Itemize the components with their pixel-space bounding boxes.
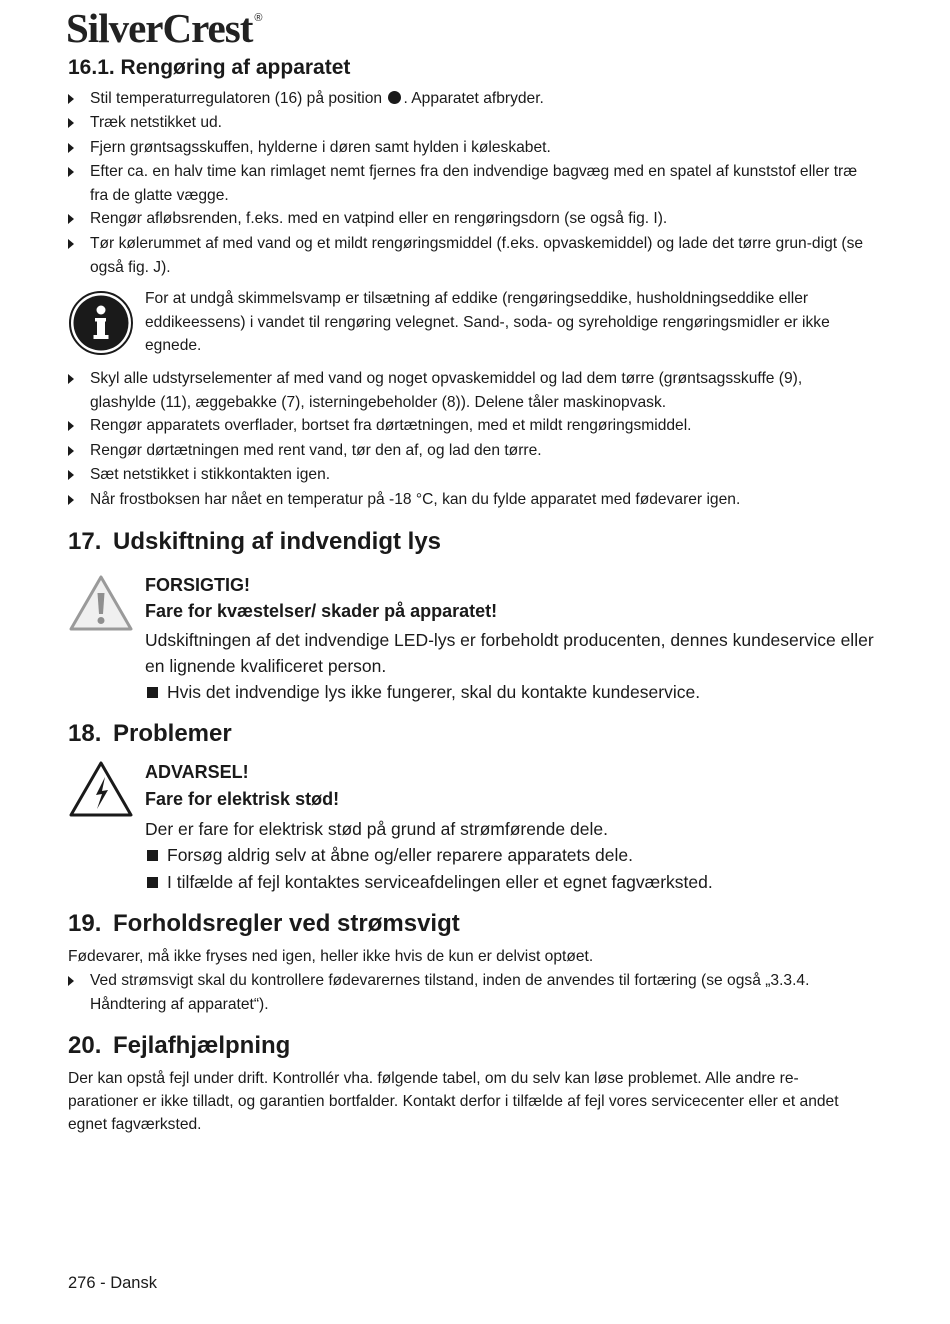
bullet-arrow-icon [68,976,74,986]
section-17-heading [68,528,441,556]
brand-logo [66,4,261,52]
section-20-heading [68,1032,290,1060]
list-item [145,679,885,705]
section-number: 20. [68,1032,102,1059]
warning-text: Udskiftningen af det indvendige LED-lys er forbeholdt producenten, dennes kundeservice eller en lignende kvalificeret person. [145,630,874,676]
registered-mark: ® [254,12,262,24]
list-item [68,136,868,160]
bullet-text: Sæt netstikket i stikkontakten igen. [90,466,331,483]
bullet-text: Rengør apparatets overflader, bortset fra dørtætningen, med et mildt rengøringsmiddel. [90,417,692,434]
section-number: 17. [68,528,102,555]
section-title: Fejlafhjælpning [113,1032,291,1059]
bullet-text: Tør kølerummet af med vand og et mildt rengøringsmiddel (f.eks. opvaskemiddel) og lade det tørre grun-digt (se også fig. J). [90,235,864,276]
bullet-arrow-icon [68,239,74,249]
bullet-arrow-icon [68,118,74,128]
list-item [68,160,868,208]
warning-subtitle: Fare for elektrisk stød! [145,789,340,809]
bullet-text: Træk netstikket ud. [90,114,223,131]
filled-circle-icon [388,91,401,104]
warning-subtitle: Fare for kvæstelser/ skader på apparatet! [145,601,498,621]
warning-label: ADVARSEL! [145,762,249,782]
list-item [68,87,868,111]
list-item [68,367,868,415]
list-item [68,488,868,512]
square-bullet-icon [147,687,158,698]
section-number: 18. [68,720,102,747]
page-footer: 276 - Dansk [68,1274,157,1292]
section-number: 19. [68,910,102,937]
bullet-text: Skyl alle udstyrselementer af med vand og noget opvaskemiddel og lad dem tørre (grøntsagsskuffe (9), glashylde (11), æggebakke (7), isterningebeholder (8)). Delene tåler maskinopvask. [90,370,803,411]
bullet-text: . Apparatet afbryder. [403,90,544,107]
list-item [145,842,885,868]
brand-name: SilverCrest [66,5,253,51]
list-item [68,232,868,280]
bullet-arrow-icon [68,374,74,384]
bullet-text: Rengør afløbsrenden, f.eks. med en vatpind eller en rengøringsdorn (se også fig. I). [90,210,668,227]
section-title: Problemer [113,720,232,747]
electric-shock-warning-icon [68,760,134,818]
section-16-1-title: 16.1. Rengøring af apparatet [68,56,351,79]
bullet-arrow-icon [68,94,74,104]
section-title: Forholdsregler ved strømsvigt [113,910,460,937]
bullet-text: Forsøg aldrig selv at åbne og/eller reparere apparatets dele. [167,845,633,865]
caution-warning-icon [68,574,134,632]
section-title: Udskiftning af indvendigt lys [113,528,442,555]
bullet-text: Når frostboksen har nået en temperatur på -18 °C, kan du fylde apparatet med fødevarer igen. [90,491,741,508]
paragraph: Der kan opstå fejl under drift. Kontrollér vha. følgende tabel, om du selv kan løse problemet. Alle andre re-parationer er ikke tilladt, og garantien bortfalder. Kontakt derfor i tilfælde af fejl vores servicecenter eller et andet egnet fagværksted. [68,1070,839,1133]
bullet-arrow-icon [68,214,74,224]
list-item [68,111,868,135]
warning-label: FORSIGTIG! [145,575,250,595]
list-item [68,207,868,231]
bullet-text: Stil temperaturregulatoren (16) på position [90,90,383,107]
list-item [68,969,868,1017]
info-note: For at undgå skimmelsvamp er tilsætning af eddike (rengøringseddike, husholdningseddike eller eddikeessens) i vandet til rengøring velegnet. Sand-, soda- og syreholdige rengøringsmidler er ikke egnede. [145,290,830,354]
paragraph: Fødevarer, må ikke fryses ned igen, heller ikke hvis de kun er delvist optøet. [68,948,594,965]
warning-text: Der er fare for elektrisk stød på grund af strømførende dele. [145,819,608,839]
bullet-text: Efter ca. en halv time kan rimlaget nemt fjernes fra den indvendige bagvæg med en spatel af kunststof eller træ fra de glatte vægge. [90,163,858,204]
bullet-text: I tilfælde af fejl kontaktes serviceafdelingen eller et egnet fagværksted. [167,872,713,892]
list-item [68,439,868,463]
bullet-arrow-icon [68,446,74,456]
bullet-text: Hvis det indvendige lys ikke fungerer, skal du kontakte kundeservice. [167,682,701,702]
bullet-text: Fjern grøntsagsskuffen, hylderne i døren samt hylden i køleskabet. [90,139,551,156]
list-item [68,463,868,487]
square-bullet-icon [147,850,158,861]
bullet-arrow-icon [68,167,74,177]
list-item [145,869,885,895]
bullet-arrow-icon [68,495,74,505]
section-19-heading [68,910,460,938]
bullet-arrow-icon [68,143,74,153]
square-bullet-icon [147,877,158,888]
bullet-arrow-icon [68,421,74,431]
info-icon [68,290,134,356]
bullet-arrow-icon [68,470,74,480]
bullet-text: Ved strømsvigt skal du kontrollere fødevarernes tilstand, inden de anvendes til fortæring (se også „3.3.4. Håndtering af apparatet“). [90,972,810,1013]
list-item [68,414,868,438]
bullet-text: Rengør dørtætningen med rent vand, tør den af, og lad den tørre. [90,442,542,459]
section-18-heading [68,720,232,748]
